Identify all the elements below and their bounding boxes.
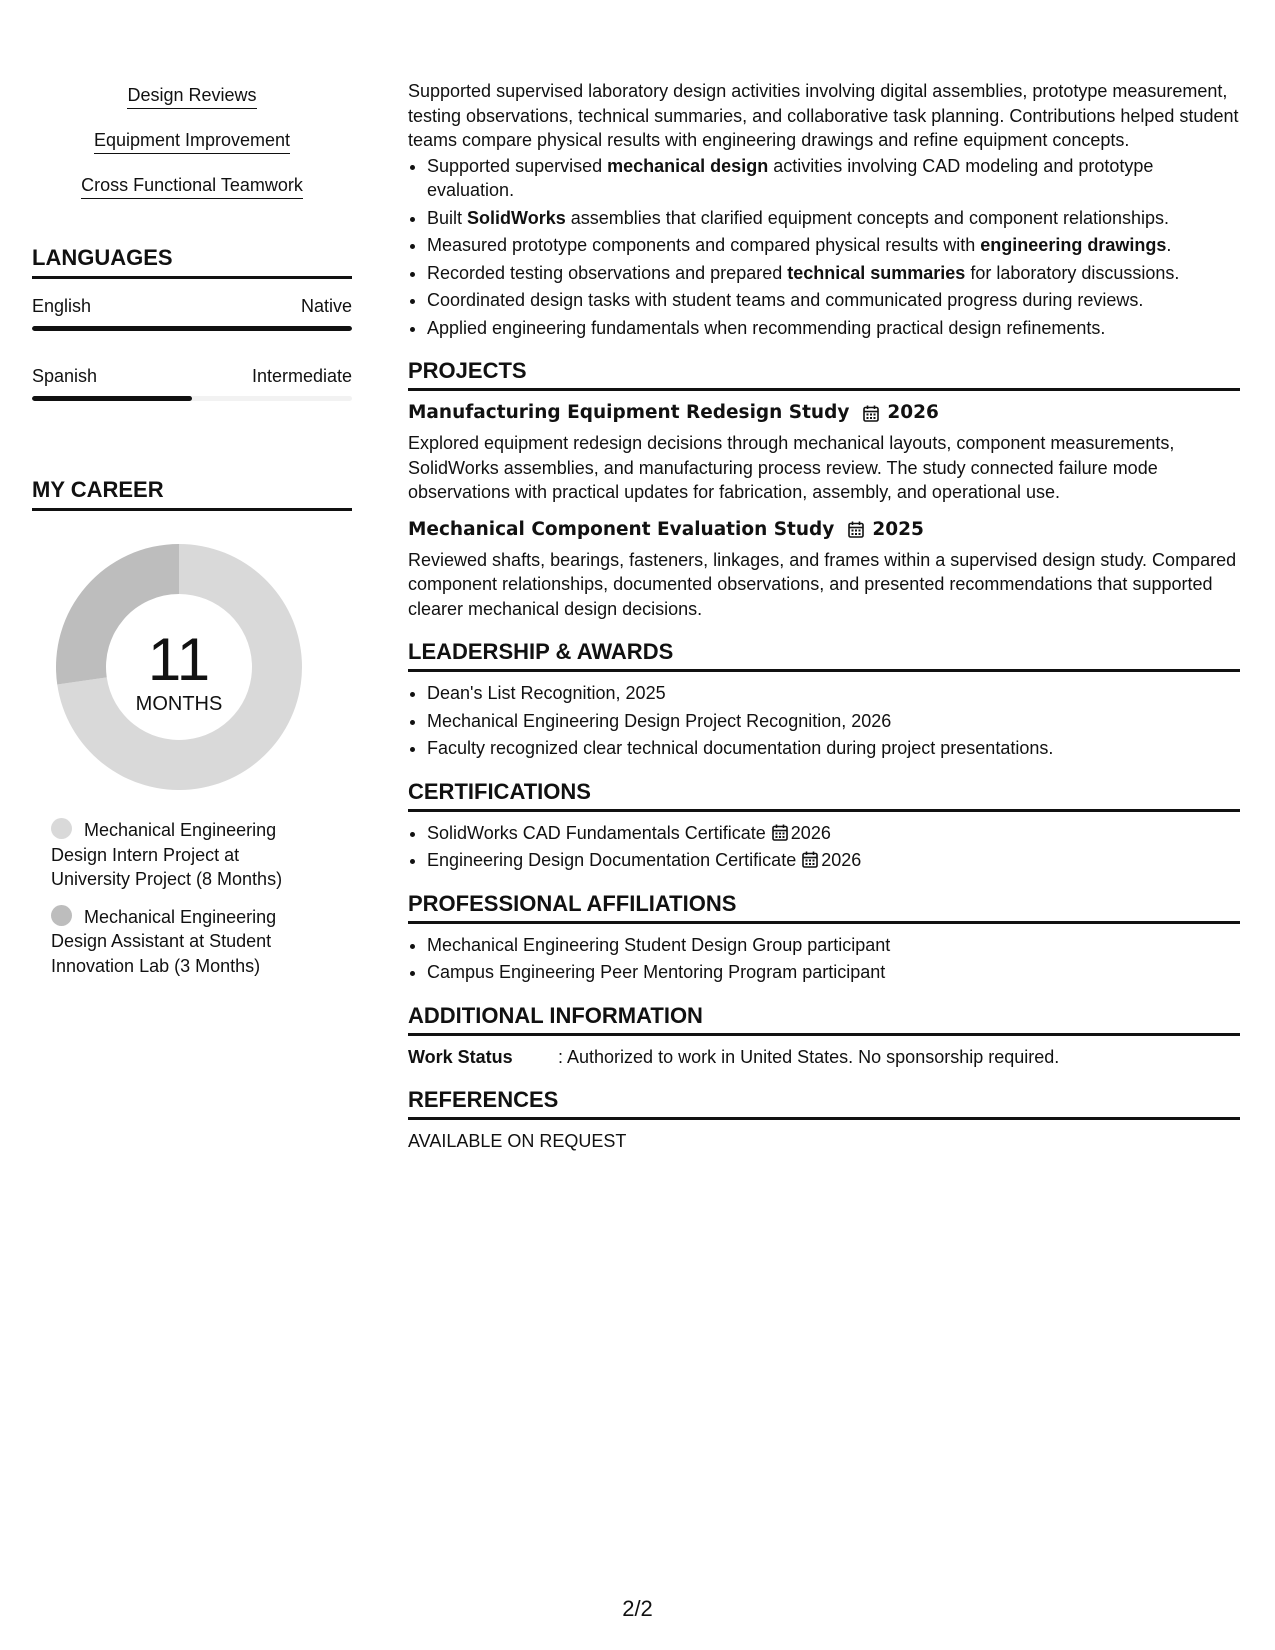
language-proficiency-bar <box>32 396 352 401</box>
legend-dot-icon <box>51 905 72 926</box>
project-description: Explored equipment redesign decisions through mechanical layouts, component measurements, SolidWorks assemblies, and manufacturing process review. The study connected failure mode observations with practical updates for fabrication, assembly, and operational use. <box>408 433 1175 502</box>
career-legend-label: Mechanical Engineering Design Intern Project at University Project (8 Months) <box>51 820 283 889</box>
language-level: Intermediate <box>251 366 352 386</box>
skill-item: Equipment Improvement <box>94 129 290 154</box>
project-description: Reviewed shafts, bearings, fasteners, linkages, and frames within a supervised design study. Compared component relationships, documented observations, and presented recommendations that supported clearer mechanical design decisions. <box>408 549 1237 619</box>
work-status-row <box>408 1045 1240 1070</box>
career-legend-item <box>51 905 311 979</box>
references-text: AVAILABLE ON REQUEST <box>408 1131 627 1151</box>
project-name: Manufacturing Equipment Redesign Study <box>408 402 850 423</box>
bullet-text: Recorded testing observations and prepared <box>427 262 788 283</box>
calendar-icon <box>802 851 818 868</box>
career-legend <box>51 818 311 978</box>
skills-list <box>32 84 352 219</box>
certifications-heading: CERTIFICATIONS <box>408 779 1240 812</box>
affiliation-item: • Mechanical Engineering Student Design Group participant <box>427 933 1240 958</box>
language-level: Native <box>300 296 352 316</box>
bullet-text: activities involving CAD modeling and prototype evaluation. <box>427 155 1154 200</box>
certification-item <box>427 821 1240 846</box>
work-status-label: Work Status <box>408 1046 513 1067</box>
bullet-text: Applied engineering fundamentals when recommending practical design refinements. <box>427 317 1106 338</box>
experience-bullet <box>427 288 1240 313</box>
affiliation-item: • Campus Engineering Peer Mentoring Program participant <box>427 960 1240 985</box>
left-column <box>32 84 352 991</box>
award-item: • Mechanical Engineering Design Project Recognition, 2026 <box>427 709 1240 734</box>
project-year: 2025 <box>872 518 924 540</box>
bullet-keyword: mechanical design <box>607 155 769 176</box>
affiliations-list <box>408 933 1240 985</box>
award-item: • Dean's List Recognition, 2025 <box>427 681 1240 706</box>
work-status-value: : Authorized to work in United States. No sponsorship required. <box>558 1046 1060 1067</box>
language-proficiency-fill <box>32 396 192 401</box>
bullet-text: . <box>1166 235 1172 255</box>
bullet-keyword: technical summaries <box>787 262 966 283</box>
project-title-row <box>408 400 1240 426</box>
affiliations-heading: PROFESSIONAL AFFILIATIONS <box>408 891 1240 924</box>
experience-bullet <box>427 316 1240 341</box>
project-item <box>408 517 1240 622</box>
experience-bullets <box>408 154 1240 341</box>
skill-item: Design Reviews <box>127 84 256 109</box>
career-heading: MY CAREER <box>32 477 352 511</box>
bullet-text: Supported supervised <box>427 155 608 176</box>
bullet-text: for laboratory discussions. <box>965 262 1180 283</box>
certification-item <box>427 848 1240 873</box>
language-item <box>32 365 352 401</box>
bullet-text: assemblies that clarified equipment concepts and component relationships. <box>565 207 1170 228</box>
skill-item: Cross Functional Teamwork <box>81 174 303 199</box>
project-year: 2026 <box>887 402 939 423</box>
career-legend-item <box>51 818 311 892</box>
bullet-text: Coordinated design tasks with student teams and communicated progress during reviews. <box>427 290 1144 310</box>
experience-bullet <box>427 206 1240 231</box>
bullet-keyword: SolidWorks <box>467 207 566 228</box>
awards-heading: LEADERSHIP & AWARDS <box>408 639 1240 672</box>
career-legend-label: Mechanical Engineering Design Assistant at Student Innovation Lab (3 Months) <box>51 906 277 976</box>
awards-list <box>408 681 1240 761</box>
certifications-list <box>408 821 1240 873</box>
bullet-text: Measured prototype components and compared physical results with <box>427 235 981 255</box>
bullet-keyword: engineering drawings <box>980 235 1167 255</box>
language-proficiency-bar <box>32 326 352 331</box>
legend-dot-icon <box>51 818 72 839</box>
references-heading: REFERENCES <box>408 1087 1240 1120</box>
projects-heading: PROJECTS <box>408 358 1240 391</box>
certification-year: 2026 <box>790 822 831 843</box>
certification-name: Engineering Design Documentation Certificate <box>427 850 797 870</box>
career-total-number: 11 <box>147 626 211 693</box>
certification-name: SolidWorks CAD Fundamentals Certificate <box>427 822 766 843</box>
award-item: • Faculty recognized clear technical documentation during project presentations. <box>427 736 1240 761</box>
bullet-text: Built <box>427 207 468 228</box>
career-donut-chart <box>56 544 302 790</box>
experience-bullet <box>427 233 1240 258</box>
languages-heading: LANGUAGES <box>32 245 352 279</box>
additional-info-heading: ADDITIONAL INFORMATION <box>408 1003 1240 1036</box>
language-name: English <box>32 296 92 316</box>
calendar-icon <box>772 824 788 841</box>
right-column <box>408 79 1240 1154</box>
experience-bullet <box>427 154 1240 203</box>
language-name: Spanish <box>32 366 98 386</box>
language-item <box>32 295 352 331</box>
experience-intro: Supported supervised laboratory design activities involving digital assemblies, prototype measurement, testing observations, technical summaries, and collaborative task planning. Contributions helped student teams compare physical results with engineering drawings and refine equipment concepts. <box>408 81 1239 150</box>
language-proficiency-fill <box>32 326 352 331</box>
donut-center <box>56 544 302 790</box>
experience-bullet <box>427 261 1240 286</box>
project-name: Mechanical Component Evaluation Study <box>408 518 835 540</box>
calendar-icon <box>863 405 879 422</box>
certification-year: 2026 <box>821 850 862 870</box>
calendar-icon <box>848 521 864 538</box>
page-number: 2/2 <box>622 1596 653 1621</box>
project-title-row <box>408 517 1240 543</box>
project-item <box>408 400 1240 505</box>
career-total-unit: MONTHS <box>135 693 223 715</box>
